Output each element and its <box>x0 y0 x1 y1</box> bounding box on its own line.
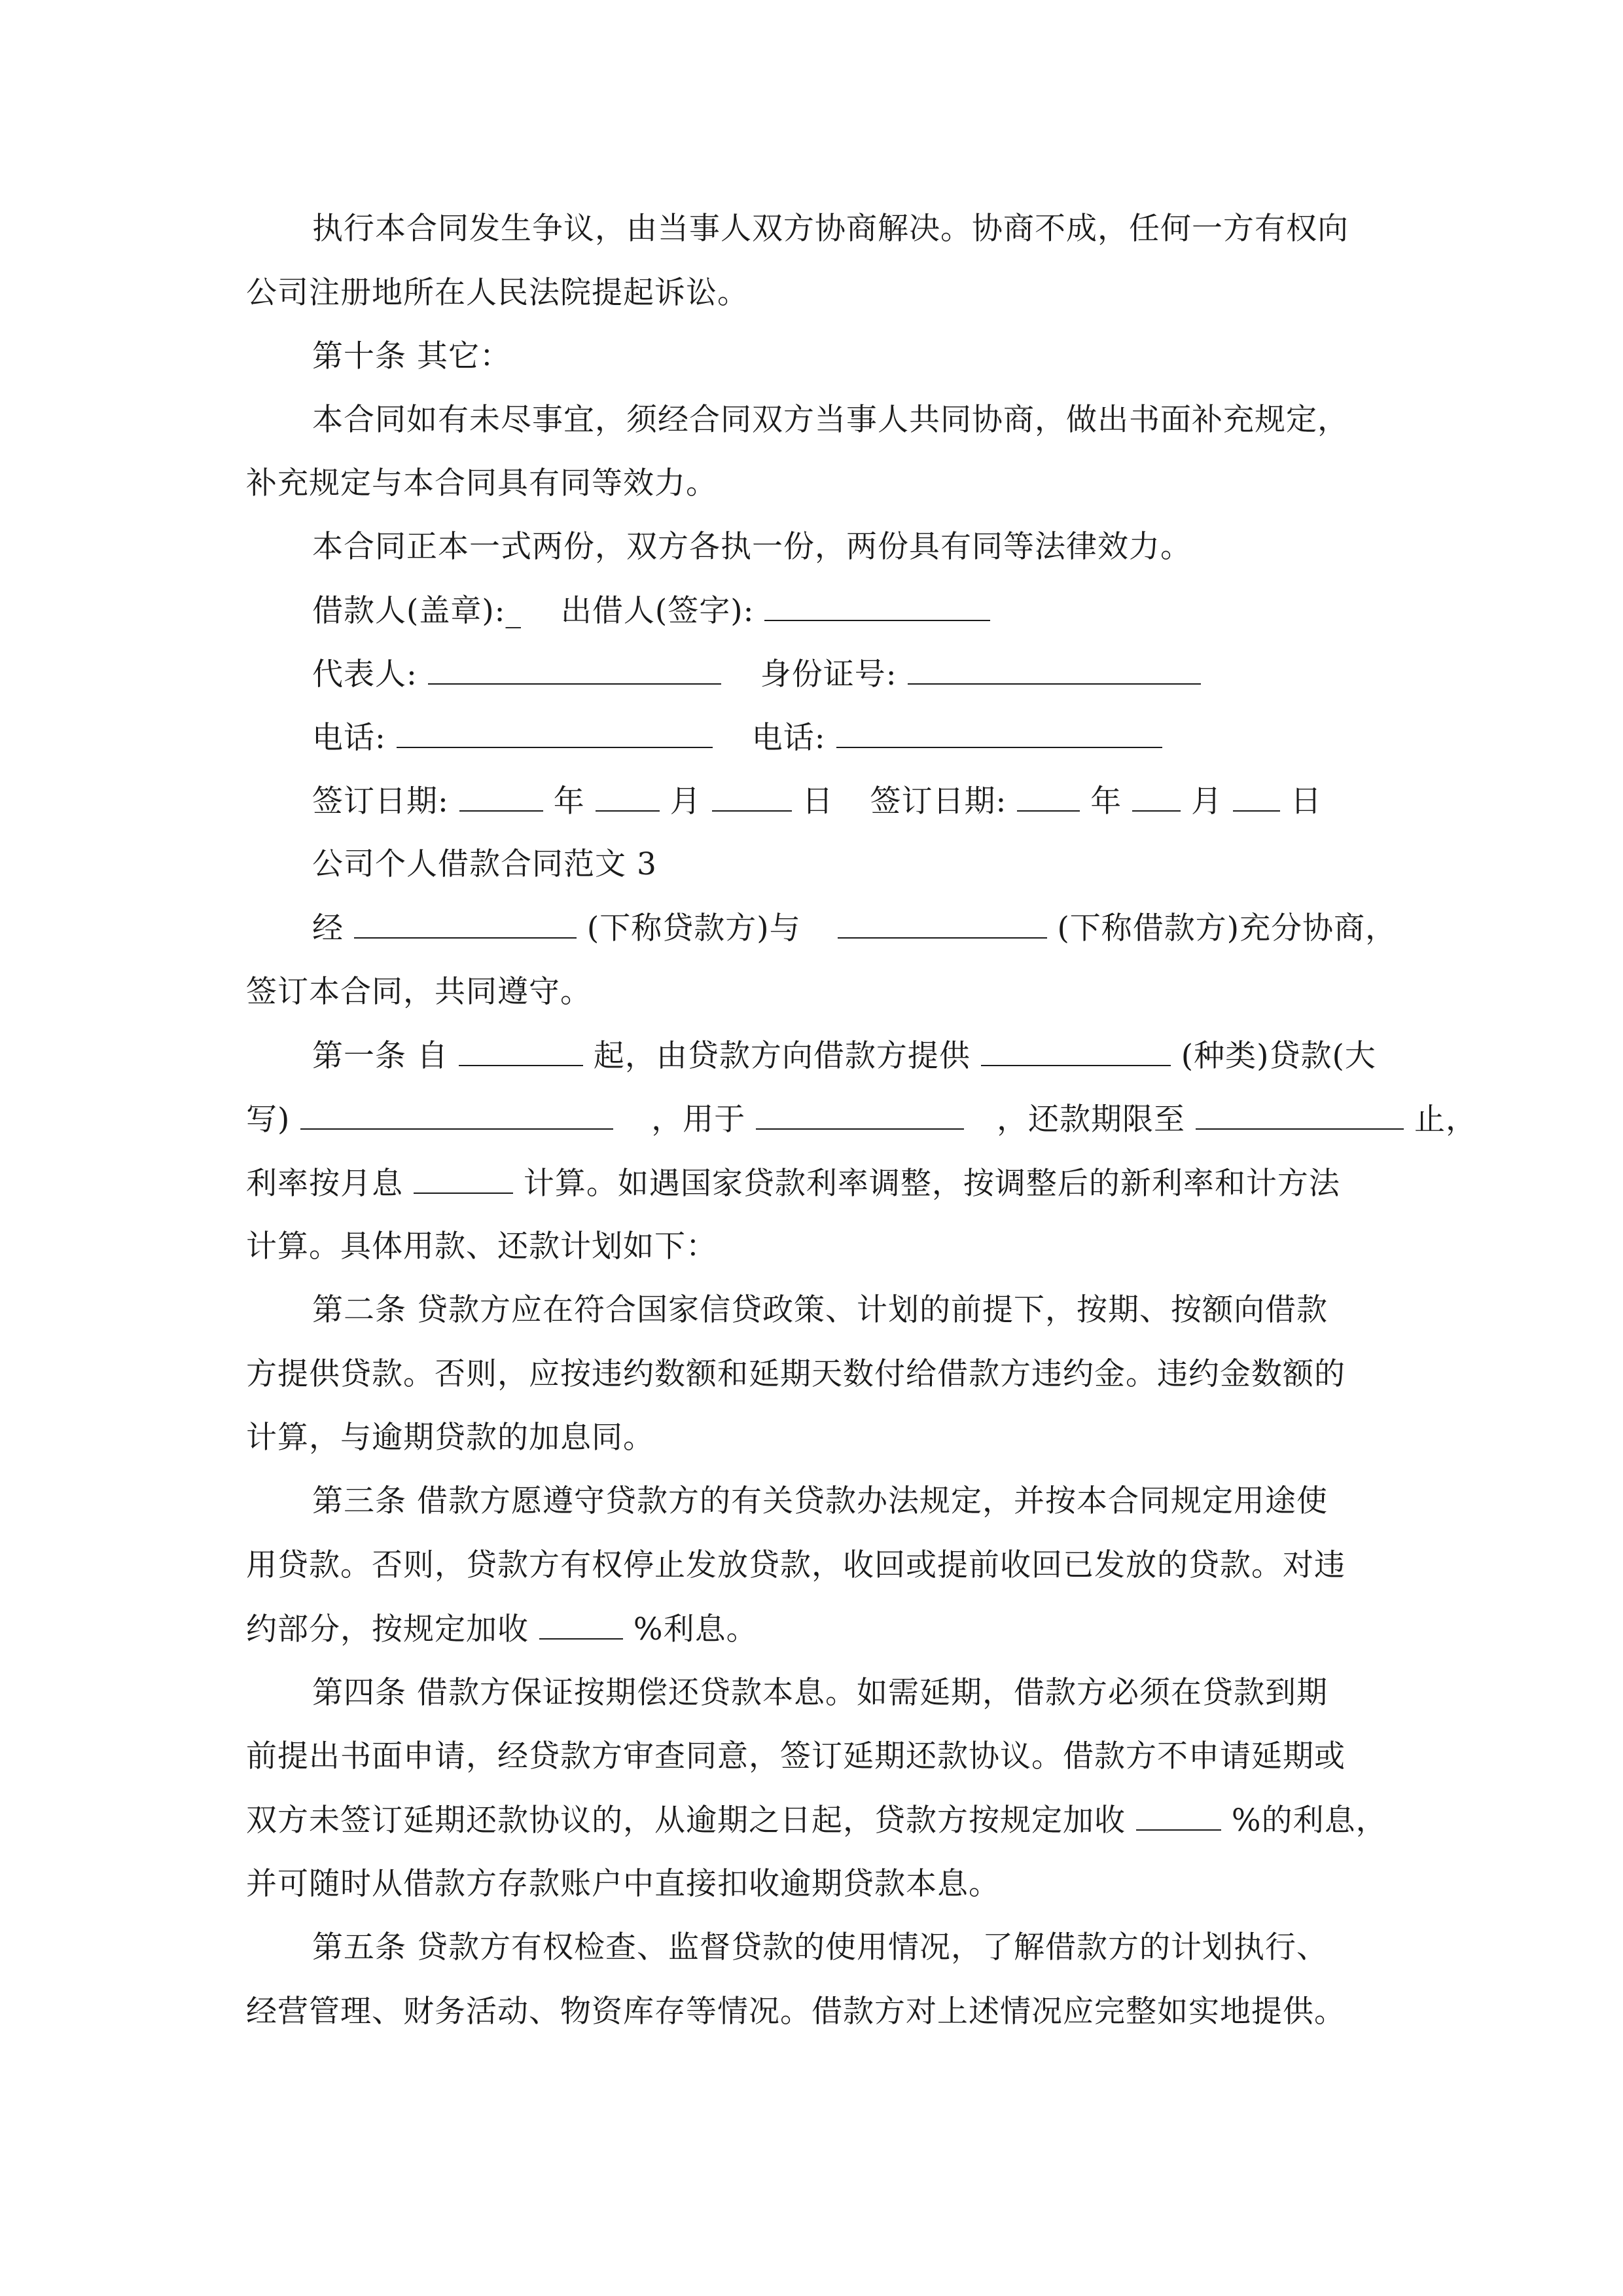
article-1-line: 利率按月息 计算。如遇国家贷款利率调整，按调整后的新利率和计方法 <box>246 1164 1340 1203</box>
phone-blank <box>836 718 1162 748</box>
text-line: 方提供贷款。否则，应按违约数额和延期天数付给借款方违约金。违约金数额的 <box>246 1356 1346 1392</box>
signature-row-1 <box>312 591 990 630</box>
signature-row-4 <box>312 781 1322 821</box>
borrower-name-blank <box>838 908 1047 939</box>
purpose-blank <box>756 1100 964 1130</box>
month-blank <box>596 781 660 812</box>
preamble-line: 经 (下称贷款方)与 (下称借款方)充分协商， <box>312 908 1397 948</box>
loan-type-blank <box>981 1036 1171 1066</box>
lender-sign-blank <box>764 591 990 621</box>
amount-blank <box>300 1100 613 1130</box>
article-4-line: 双方未签订延期还款协议的，从逾期之日起，贷款方按规定加收 %的利息， <box>246 1801 1387 1840</box>
year-label: 年 <box>553 783 585 819</box>
text-line: 计算，与逾期贷款的加息同。 <box>246 1420 654 1456</box>
text-line: 公司注册地所在人民法院提起诉讼。 <box>246 275 749 311</box>
day-label: 日 <box>1291 783 1323 819</box>
text-line: 并可随时从借款方存款账户中直接扣收逾期贷款本息。 <box>246 1866 1000 1902</box>
repayment-date-blank <box>1196 1100 1404 1130</box>
month-blank <box>1132 781 1181 812</box>
signature-row-2 <box>312 655 1201 694</box>
text-line: 补充规定与本合同具有同等效力。 <box>246 465 717 501</box>
text-line: 第二条 贷款方应在符合国家信贷政策、计划的前提下，按期、按额向借款 <box>312 1292 1328 1328</box>
article-heading: 第十条 其它： <box>312 338 511 374</box>
signature-row-3 <box>312 718 1162 757</box>
month-label: 月 <box>1191 783 1223 819</box>
phone-label: 电话: <box>751 720 826 756</box>
text-line: 本合同如有未尽事宜，须经合同双方当事人共同协商，做出书面补充规定， <box>312 402 1349 438</box>
interest-rate-blank <box>414 1164 513 1194</box>
year-blank <box>1017 781 1080 812</box>
phone-blank <box>397 718 713 748</box>
overdue-rate-blank <box>1136 1801 1221 1831</box>
text-line: 第三条 借款方愿遵守贷款方的有关贷款办法规定，并按本合同规定用途使 <box>312 1483 1328 1519</box>
section-title: 公司个人借款合同范文 3 <box>312 846 657 882</box>
representative-label: 代表人: <box>312 656 418 692</box>
text-line: 第四条 借款方保证按期偿还贷款本息。如需延期，借款方必须在贷款到期 <box>312 1675 1328 1711</box>
phone-label: 电话: <box>312 720 386 756</box>
day-blank <box>712 781 792 812</box>
borrower-seal-label: 借款人(盖章):_ <box>312 593 522 629</box>
month-label: 月 <box>669 783 702 819</box>
article-1-line: 第一条 自 起，由贷款方向借款方提供 (种类)贷款(大 <box>312 1036 1376 1075</box>
article-1-line: 写) ，用于 ，还款期限至 止， <box>246 1100 1477 1139</box>
article-3-line: 约部分，按规定加收 %利息。 <box>246 1609 758 1649</box>
text-line: 第五条 贷款方有权检查、监督贷款的使用情况，了解借款方的计划执行、 <box>312 1929 1328 1965</box>
text-line: 用贷款。否则，贷款方有权停止发放贷款，收回或提前收回已发放的贷款。对违 <box>246 1547 1346 1583</box>
representative-blank <box>428 655 721 685</box>
day-label: 日 <box>802 783 834 819</box>
lender-sign-label: 出借人(签字): <box>560 593 755 629</box>
day-blank <box>1233 781 1280 812</box>
text-line: 签订本合同，共同遵守。 <box>246 974 592 1010</box>
date-label: 签订日期: <box>870 783 1007 819</box>
text-line: 执行本合同发生争议，由当事人双方协商解决。协商不成，任何一方有权向 <box>312 211 1349 247</box>
text-line: 经营管理、财务活动、物资库存等情况。借款方对上述情况应完整如实地提供。 <box>246 1994 1346 2030</box>
year-blank <box>459 781 543 812</box>
id-number-label: 身份证号: <box>760 656 897 692</box>
lender-name-blank <box>354 908 577 939</box>
year-label: 年 <box>1090 783 1122 819</box>
text-line: 计算。具体用款、还款计划如下： <box>246 1229 717 1265</box>
text-line: 本合同正本一式两份，双方各执一份，两份具有同等法律效力。 <box>312 529 1192 565</box>
penalty-rate-blank <box>539 1609 623 1640</box>
date-label: 签订日期: <box>312 783 449 819</box>
text-line: 前提出书面申请，经贷款方审查同意，签订延期还款协议。借款方不申请延期或 <box>246 1738 1346 1774</box>
id-number-blank <box>908 655 1201 685</box>
start-date-blank <box>459 1036 583 1066</box>
